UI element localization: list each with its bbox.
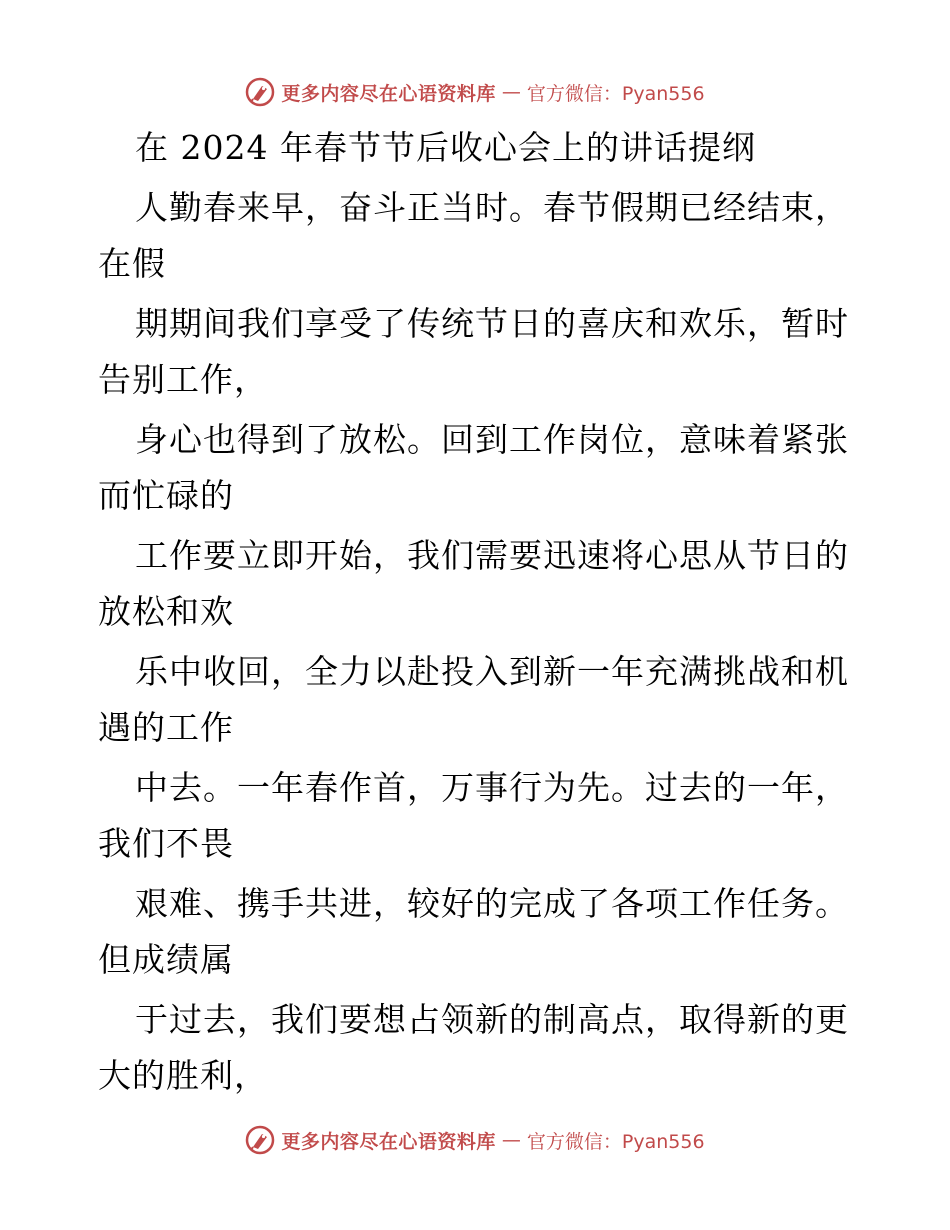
text-line: 而忙碌的: [98, 476, 234, 515]
text-line: 放松和欢: [98, 592, 234, 631]
text-line: 在假: [98, 244, 166, 283]
text-line: 乐中收回，全力以赴投入到新一年充满挑战和机: [135, 652, 849, 691]
footer-banner-separator: —: [501, 1129, 521, 1151]
footer-banner-title: 更多内容尽在心语资料库: [281, 1130, 496, 1153]
footer-banner-wechat: 官方微信：Pyan556: [526, 1130, 705, 1153]
pen-nib-logo-icon: [245, 1125, 275, 1155]
text-line: 遇的工作: [98, 708, 234, 747]
text-line: 大的胜利，: [98, 1056, 268, 1095]
text-line: 但成绩属: [98, 940, 234, 979]
text-line: 工作要立即开始，我们需要迅速将心思从节日的: [135, 536, 849, 575]
text-line: 人勤春来早，奋斗正当时。春节假期已经结束，: [135, 188, 849, 227]
text-line: 艰难、携手共进，较好的完成了各项工作任务。: [135, 884, 849, 923]
header-banner: [0, 72, 950, 112]
text-line: 中去。一年春作首，万事行为先。过去的一年，: [135, 768, 849, 807]
footer-banner: [0, 1120, 950, 1160]
header-banner-title: 更多内容尽在心语资料库: [281, 82, 496, 105]
header-banner-separator: —: [501, 81, 521, 103]
document-title: 在 2024 年春节节后收心会上的讲话提纲: [135, 128, 756, 167]
text-line: 身心也得到了放松。回到工作岗位，意味着紧张: [135, 420, 849, 459]
header-banner-wechat: 官方微信：Pyan556: [526, 82, 705, 105]
text-line: 于过去，我们要想占领新的制高点，取得新的更: [135, 1000, 849, 1039]
text-line: 我们不畏: [98, 824, 234, 863]
text-line: 期期间我们享受了传统节日的喜庆和欢乐，暂时: [135, 304, 849, 343]
pen-nib-logo-icon: [245, 77, 275, 107]
text-line: 告别工作，: [98, 360, 268, 399]
